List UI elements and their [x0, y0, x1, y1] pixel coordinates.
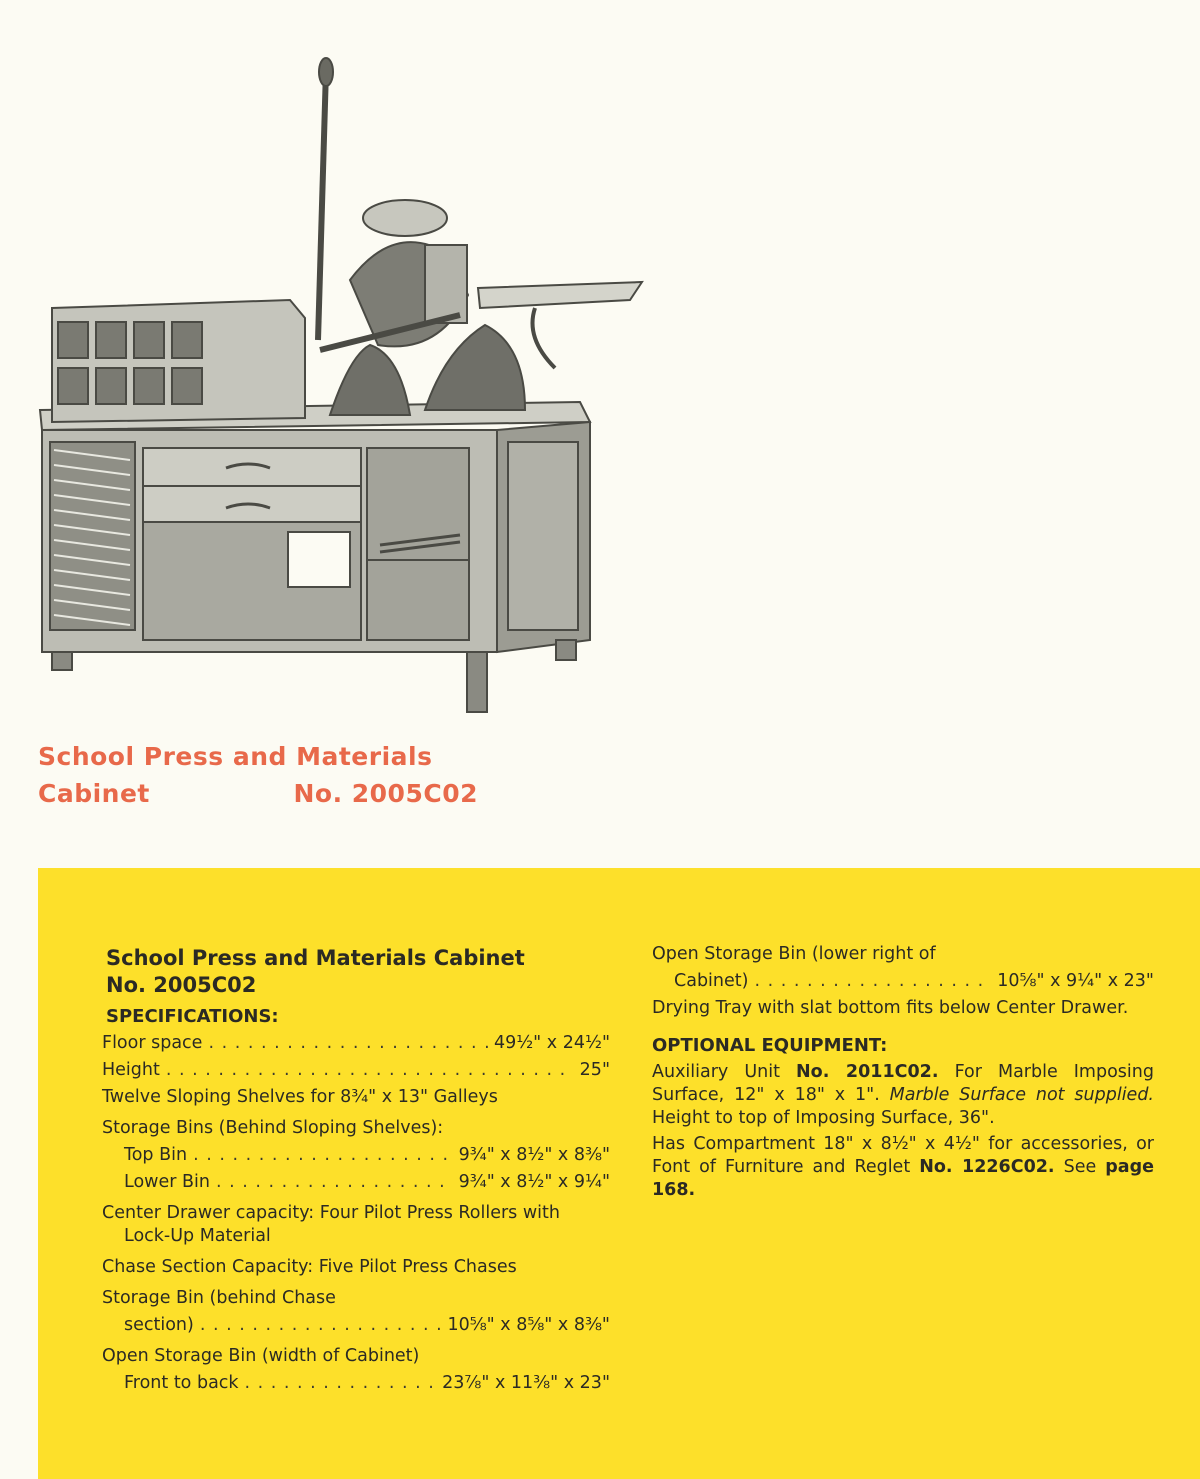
- storage-bin-behind-chase: Storage Bin (behind Chase: [102, 1288, 336, 1308]
- page-reference: page 168.: [652, 1157, 1154, 1200]
- leader-dots: [208, 1032, 488, 1055]
- auxiliary-unit-paragraph: [652, 1061, 1154, 1130]
- lower-right-bin-value: 10⅝" x 9¼" x 23": [997, 971, 1154, 991]
- floor-space-value: 49½" x 24½": [493, 1033, 610, 1053]
- compartment-see: See: [1063, 1157, 1097, 1177]
- lower-bin-value: 9¾" x 8½" x 9¼": [458, 1172, 610, 1192]
- top-bin-row: [102, 1144, 610, 1167]
- specifications-heading: SPECIFICATIONS:: [106, 1006, 279, 1027]
- compartment-model-number: No. 1226C02.: [919, 1157, 1055, 1177]
- leader-dots: [245, 1372, 437, 1395]
- caption-line-1: [38, 738, 478, 775]
- compartment-paragraph: [652, 1133, 1154, 1202]
- height-value: 25": [579, 1060, 610, 1080]
- storage-bins-heading: Storage Bins (Behind Sloping Shelves):: [102, 1118, 444, 1138]
- top-bin-label: Top Bin: [124, 1145, 188, 1165]
- leader-dots: [216, 1171, 453, 1194]
- drying-tray-spec: Drying Tray with slat bottom fits below Center Drawer.: [652, 998, 1129, 1018]
- chase-section-spec: Chase Section Capacity: Five Pilot Press Chases: [102, 1257, 517, 1277]
- open-storage-bin-value: 23⅞" x 11⅜" x 23": [442, 1373, 610, 1393]
- open-storage-bin-label: Front to back: [124, 1373, 239, 1393]
- storage-bin-behind-chase-value: 10⅝" x 8⅝" x 8⅜": [447, 1315, 610, 1335]
- lower-right-bin-row: [652, 970, 1154, 993]
- product-title-line-2: No. 2005C02: [106, 973, 257, 997]
- lower-bin-row: [102, 1171, 610, 1194]
- spec-column-right: [652, 943, 1154, 1205]
- floor-space-row: [102, 1032, 610, 1055]
- storage-bin-behind-chase-row: [102, 1314, 610, 1337]
- aux-height-note: Height to top of Imposing Surface, 36".: [652, 1108, 995, 1128]
- press-cabinet-illustration: [30, 50, 660, 730]
- spec-column-left: [102, 945, 610, 1399]
- lower-right-bin-label: Cabinet): [674, 971, 749, 991]
- height-label: Height: [102, 1060, 160, 1080]
- height-row: [102, 1059, 610, 1082]
- optional-equipment-heading: OPTIONAL EQUIPMENT:: [652, 1035, 888, 1056]
- caption-model-number: No. 2005C02: [293, 779, 478, 808]
- caption-title: School Press and Materials: [38, 742, 433, 771]
- lower-bin-label: Lower Bin: [124, 1172, 210, 1192]
- compartment-text: Has Compartment 18" x 8½" x 4½" for accessories, or Font of Furniture and Reglet: [652, 1134, 1154, 1177]
- open-storage-bin-row: [102, 1372, 610, 1395]
- leader-dots: [166, 1059, 574, 1082]
- aux-description: For Marble Imposing Surface, 12" x 18" x 1".: [652, 1062, 1154, 1105]
- shelves-spec: Twelve Sloping Shelves for 8¾" x 13" Galleys: [102, 1087, 498, 1107]
- open-storage-bin-heading: Open Storage Bin (width of Cabinet): [102, 1346, 420, 1366]
- top-bin-value: 9¾" x 8½" x 8⅜": [458, 1145, 610, 1165]
- product-title-line-1: School Press and Materials Cabinet: [106, 946, 525, 970]
- center-drawer-spec: Center Drawer capacity: Four Pilot Press Rollers with Lock-Up Material: [102, 1203, 560, 1246]
- aux-model-number: No. 2011C02.: [796, 1062, 939, 1082]
- storage-bin-behind-chase-label: section): [124, 1315, 194, 1335]
- floor-space-label: Floor space: [102, 1033, 203, 1053]
- leader-dots: [200, 1314, 442, 1337]
- product-title: [106, 945, 610, 999]
- aux-prefix: Auxiliary Unit: [652, 1062, 780, 1082]
- leader-dots: [754, 970, 991, 993]
- caption-cabinet: Cabinet: [38, 779, 150, 808]
- figure-caption: [38, 738, 478, 812]
- leader-dots: [193, 1144, 453, 1167]
- caption-line-2: [38, 775, 478, 812]
- aux-marble-note: Marble Surface not supplied.: [889, 1085, 1154, 1105]
- lower-right-bin-heading: Open Storage Bin (lower right of: [652, 944, 936, 964]
